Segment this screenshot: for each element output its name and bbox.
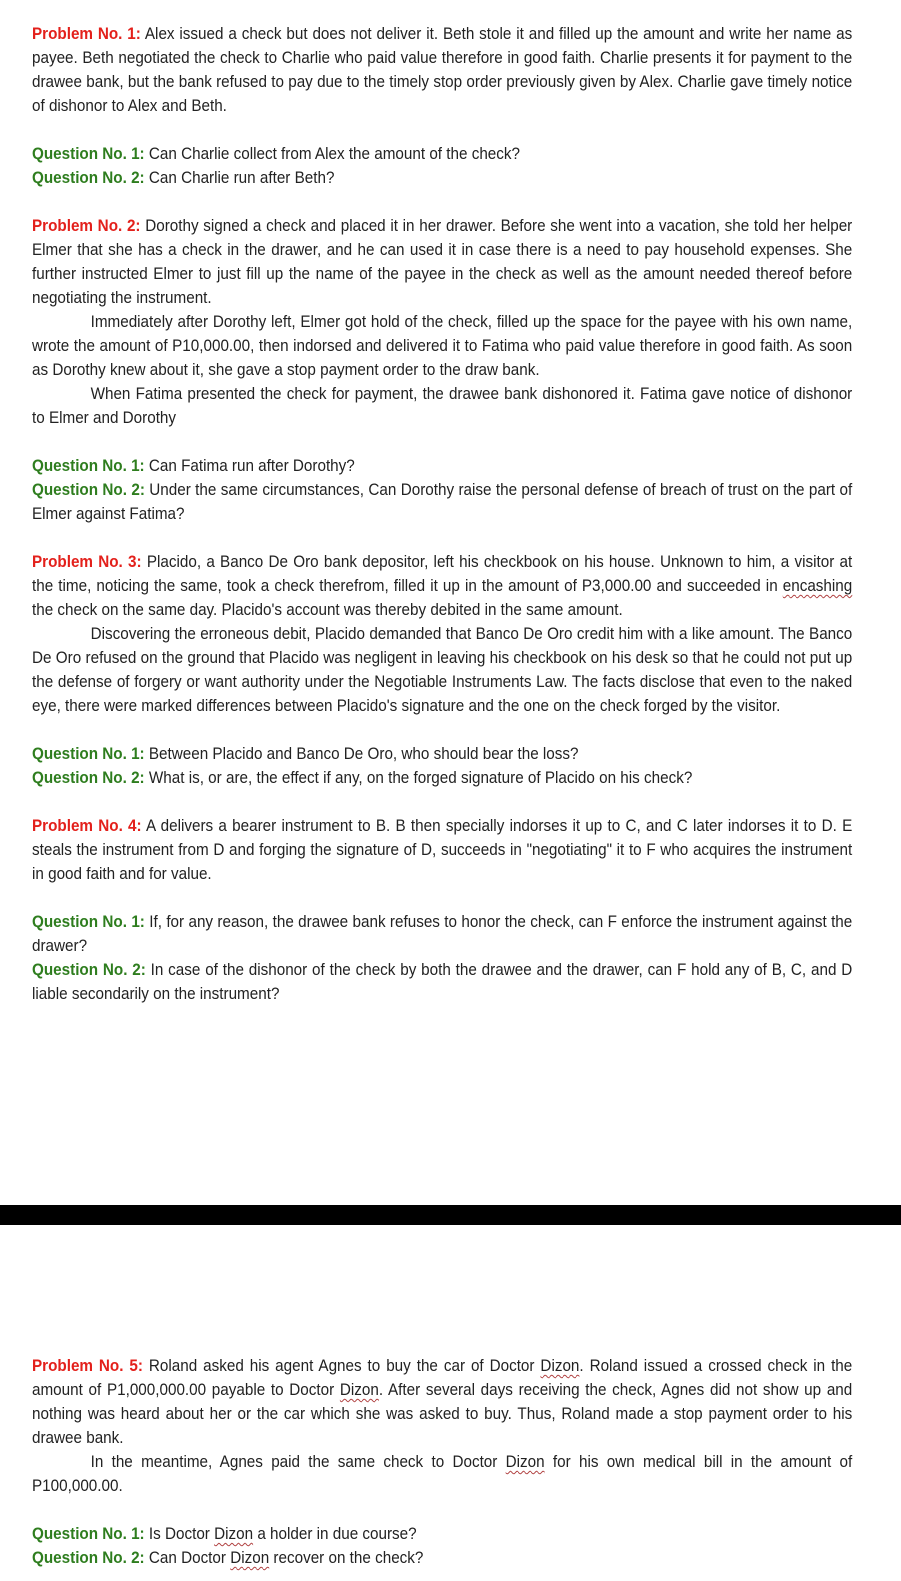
problem-2-label: Problem No. 2: — [32, 217, 141, 235]
spellcheck-word: Dizon — [505, 1453, 545, 1471]
question-label: Question No. 2: — [32, 169, 145, 187]
problem-4-question-1 — [32, 910, 852, 958]
question-text: What is, or are, the effect if any, on the forged signature of Placido on his check? — [144, 769, 693, 787]
question-text-a: Can Doctor — [144, 1549, 231, 1567]
question-text: Can Charlie collect from Alex the amount of the check? — [144, 145, 521, 163]
question-text-b: a holder in due course? — [253, 1525, 417, 1543]
spellcheck-word: encashing — [782, 577, 853, 595]
problem-5-question-1 — [32, 1522, 852, 1546]
problem-1-text: Alex issued a check but does not deliver it. Beth stole it and filled up the amount and write her name as payee. Beth negotiated the check to Charlie who paid value therefore in good faith. Charlie presents it for payment to the drawee bank, but the bank refused to pay due to the timely stop order previously given by Alex. Charlie gave timely notice of dishonor to Alex and Beth. — [32, 25, 853, 115]
question-label: Question No. 1: — [32, 457, 145, 475]
problem-3-paragraph-2: Discovering the erroneous debit, Placido demanded that Banco De Oro credit him with a like amount. The Banco De Oro refused on the ground that Placido was negligent in leaving his checkbook on his desk so that he could not put up the defense of forgery or want authority under the Negotiable Instruments Law. The facts disclose that even to the naked eye, there were marked differences between Placido's signature and the one on the check forged by the visitor. — [32, 625, 853, 715]
problem-3-text-a: Placido, a Banco De Oro bank depositor, left his checkbook on his house. Unknown to him, a visitor at the time, noticing the same, took a check therefrom, filled it up in the amount of P3,000.00 and succeeded in — [32, 553, 853, 595]
problem-3-label: Problem No. 3: — [32, 553, 142, 571]
problem-3-question-1 — [32, 742, 852, 766]
spellcheck-word: Dizon — [540, 1357, 580, 1375]
problem-4-label: Problem No. 4: — [32, 817, 142, 835]
question-label: Question No. 2: — [32, 1549, 145, 1567]
page-2-content — [32, 1354, 852, 1570]
problem-5-para2-b: for his own medical bill in the amount of P100,000.00. — [32, 1453, 853, 1495]
problem-4-paragraph — [32, 814, 852, 886]
problem-1-label: Problem No. 1: — [32, 25, 141, 43]
problem-3-paragraph — [32, 550, 852, 622]
page-1-content — [32, 22, 852, 1006]
question-text: In case of the dishonor of the check by both the drawee and the drawer, can F hold any of B, C, and D liable secondarily on the instrument? — [32, 961, 853, 1003]
page-divider — [0, 1205, 901, 1225]
problem-5-text-1: Roland asked his agent Agnes to buy the car of Doctor — [142, 1357, 541, 1375]
question-label: Question No. 1: — [32, 145, 145, 163]
problem-3-question-2 — [32, 766, 852, 790]
question-text: Between Placido and Banco De Oro, who should bear the loss? — [144, 745, 579, 763]
problem-1-question-2 — [32, 166, 852, 190]
problem-2-text: Dorothy signed a check and placed it in her drawer. Before she went into a vacation, she told her helper Elmer that she has a check in the drawer, and he can used it in case there is a need to pay household expenses. She further instructed Elmer to just fill up the name of the payee in the check as well as the amount needed thereof before negotiating the instrument. — [32, 217, 853, 307]
problem-3-text-b: the check on the same day. Placido's account was thereby debited in the same amount. — [32, 601, 623, 619]
problem-5-text-2: . Roland issued a crossed check in the amount of P1,000,000.00 payable to Doctor — [32, 1357, 853, 1399]
question-label: Question No. 1: — [32, 745, 145, 763]
spellcheck-word: Dizon — [230, 1549, 270, 1567]
problem-2-question-2 — [32, 478, 852, 526]
problem-5-paragraph — [32, 1354, 852, 1450]
problem-1-question-1 — [32, 142, 852, 166]
question-text: If, for any reason, the drawee bank refuses to honor the check, can F enforce the instrument against the drawer? — [32, 913, 853, 955]
problem-5-para2-a: In the meantime, Agnes paid the same check to Doctor — [90, 1453, 506, 1471]
spellcheck-word: Dizon — [339, 1381, 379, 1399]
problem-4-text: A delivers a bearer instrument to B. B then specially indorses it up to C, and C later indorses it to D. E steals the instrument from D and forging the signature of D, succeeds in "negotiating" it to F who acquires the instrument in good faith and for value. — [32, 817, 853, 883]
spellcheck-word: Dizon — [214, 1525, 254, 1543]
question-label: Question No. 2: — [32, 769, 145, 787]
question-text: Can Fatima run after Dorothy? — [144, 457, 355, 475]
question-label: Question No. 1: — [32, 913, 145, 931]
question-text: Can Charlie run after Beth? — [144, 169, 335, 187]
problem-4-question-2 — [32, 958, 852, 1006]
question-label: Question No. 2: — [32, 961, 146, 979]
problem-1-paragraph — [32, 22, 852, 118]
question-text: Under the same circumstances, Can Dorothy raise the personal defense of breach of trust on the part of Elmer against Fatima? — [32, 481, 853, 523]
problem-5-paragraph-2 — [32, 1450, 852, 1498]
problem-2-paragraph-3: When Fatima presented the check for payment, the drawee bank dishonored it. Fatima gave notice of dishonor to Elmer and Dorothy — [32, 385, 853, 427]
problem-5-text-3: . After several days receiving the check, Agnes did not show up and nothing was heard about her or the car which she was asked to buy. Thus, Roland made a stop payment order to his drawee bank. — [32, 1381, 853, 1447]
problem-5-question-2 — [32, 1546, 852, 1570]
question-text-b: recover on the check? — [269, 1549, 424, 1567]
question-text-a: Is Doctor — [144, 1525, 215, 1543]
problem-5-label: Problem No. 5: — [32, 1357, 143, 1375]
problem-2-paragraph — [32, 214, 852, 310]
question-label: Question No. 1: — [32, 1525, 145, 1543]
document-page-2 — [0, 1227, 901, 1581]
problem-2-question-1 — [32, 454, 852, 478]
problem-2-paragraph-2: Immediately after Dorothy left, Elmer got hold of the check, filled up the space for the payee with his own name, wrote the amount of P10,000.00, then indorsed and delivered it to Fatima who paid value therefore in good faith. As soon as Dorothy knew about it, she gave a stop payment order to the draw bank. — [32, 313, 853, 379]
question-label: Question No. 2: — [32, 481, 145, 499]
